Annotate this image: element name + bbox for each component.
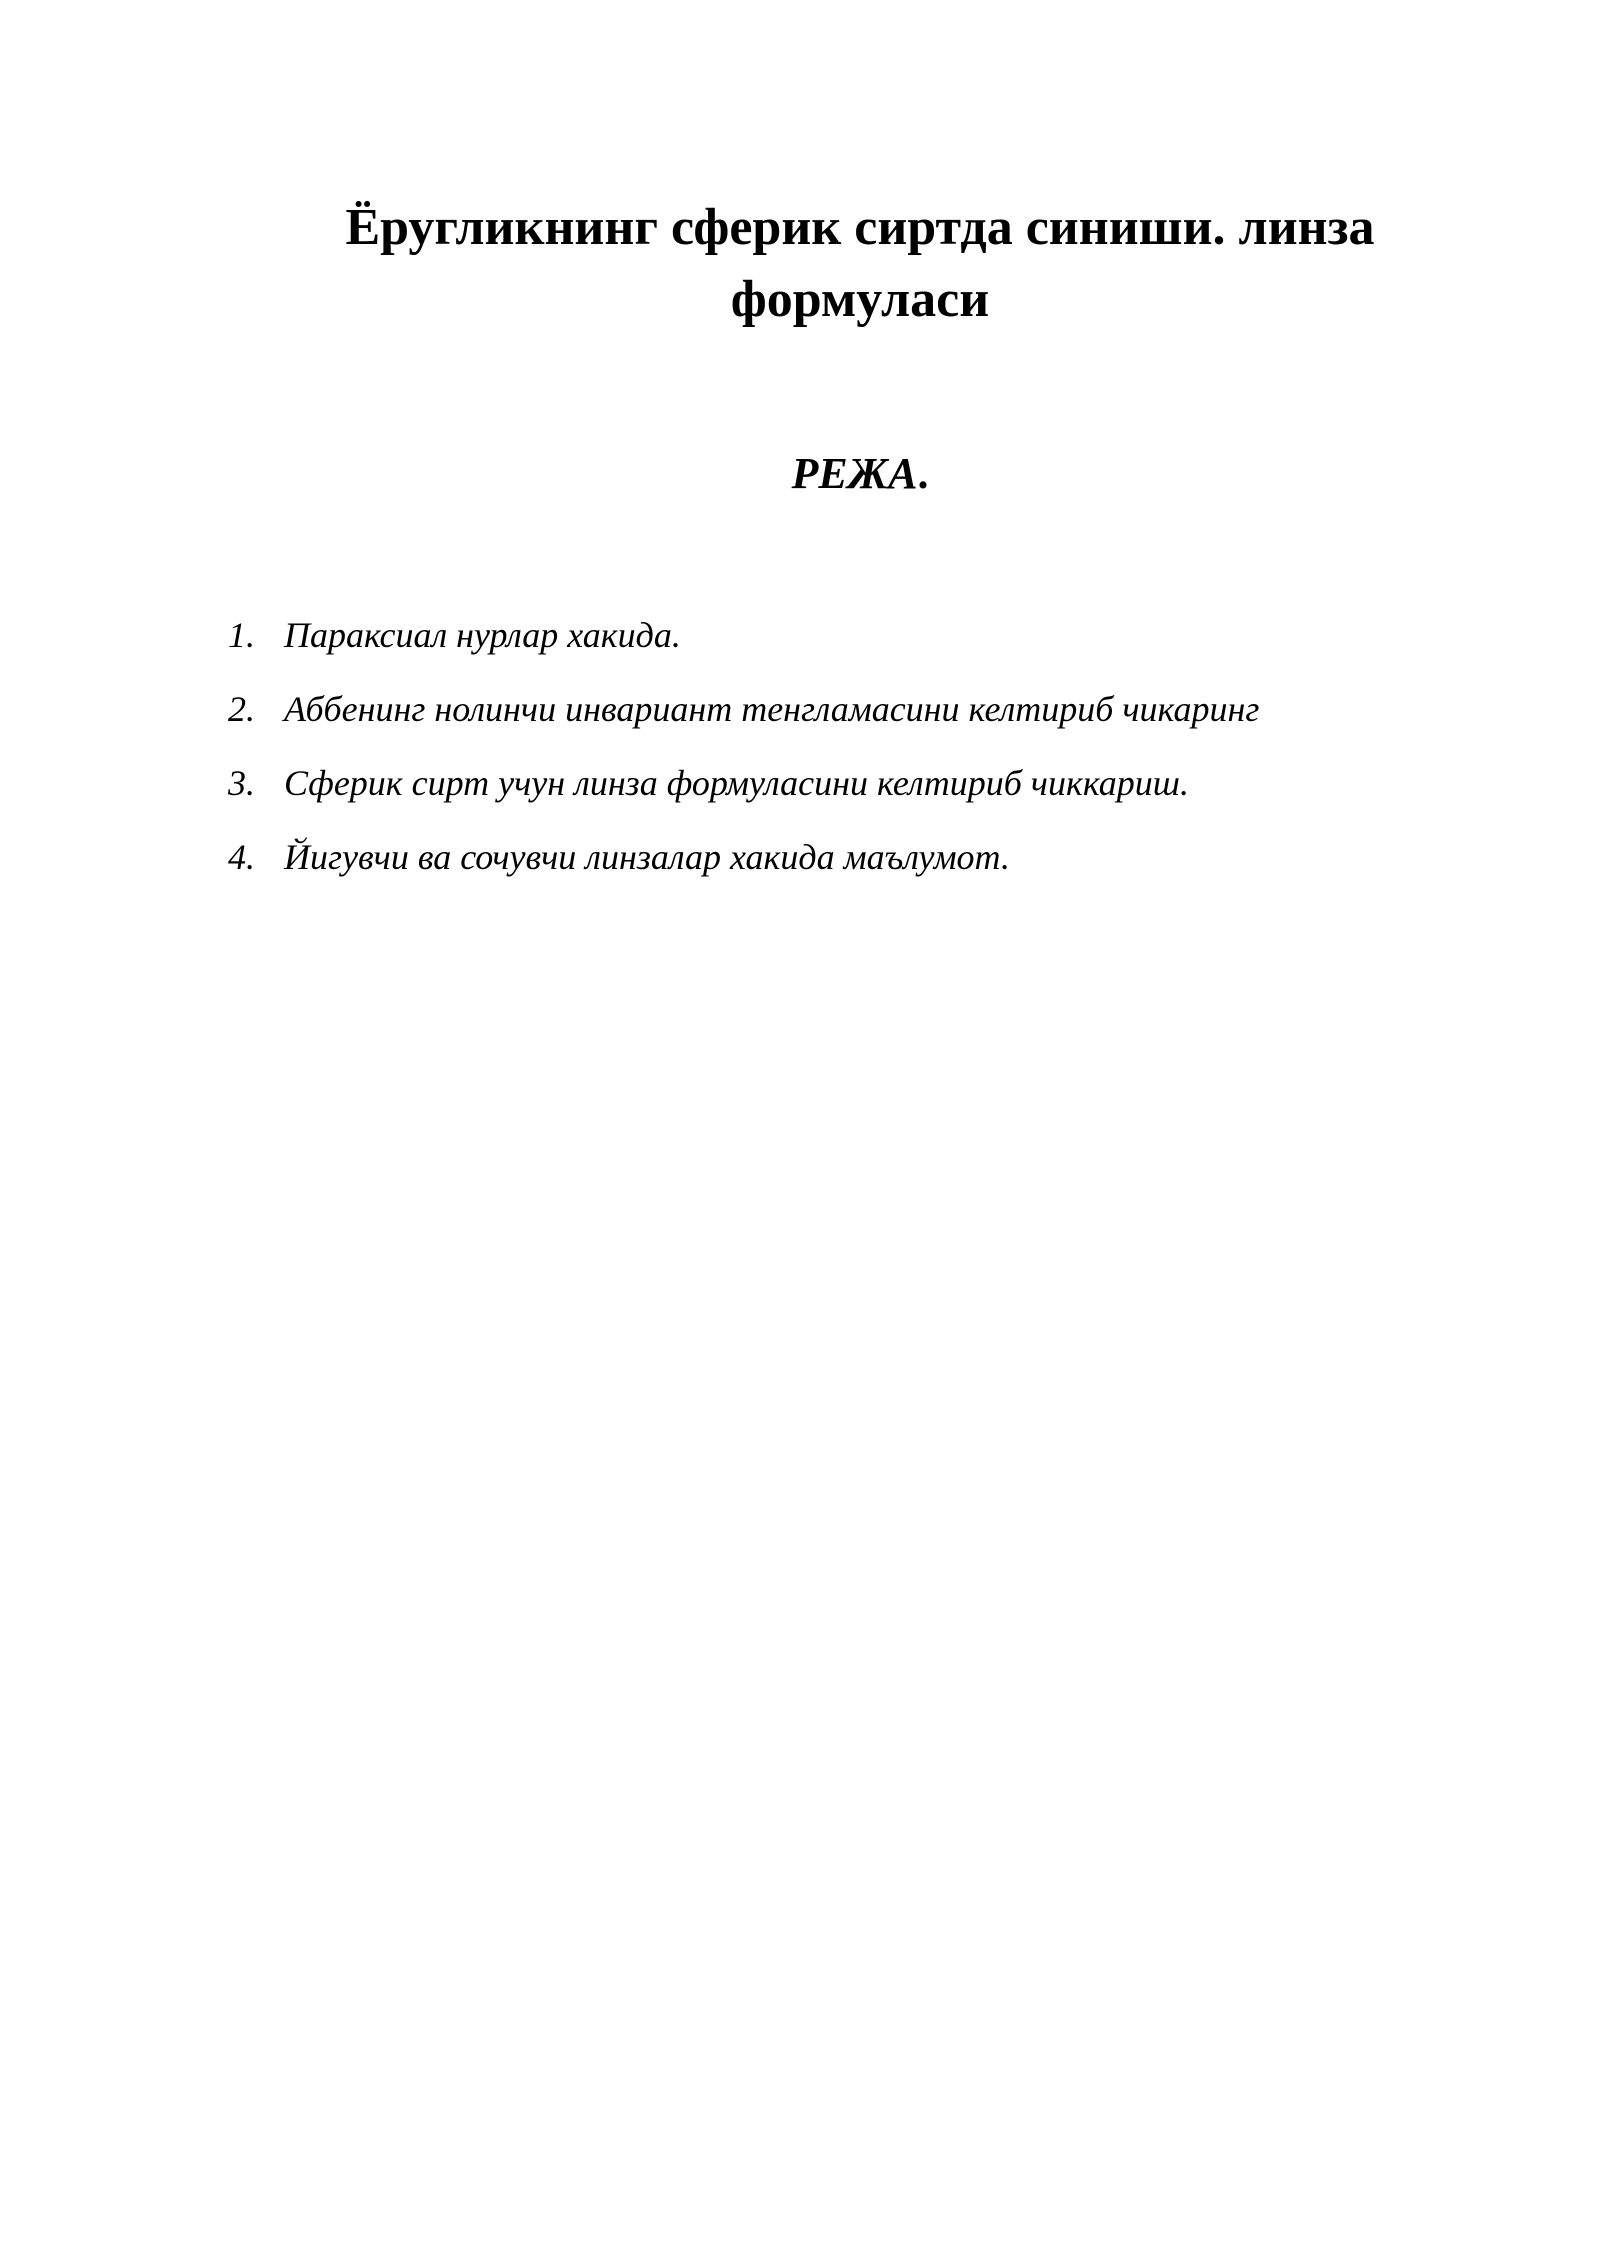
plan-item-number: 3. <box>228 763 255 803</box>
plan-item-text: Параксиал нурлар хакида. <box>284 615 681 655</box>
plan-item-number: 1. <box>228 615 255 655</box>
plan-item <box>228 682 1528 756</box>
plan-item-number: 4. <box>228 837 255 877</box>
plan-item <box>228 608 1528 682</box>
document-title <box>260 192 1460 336</box>
document-title-line-2: формуласи <box>730 271 990 328</box>
plan-heading <box>0 446 1600 502</box>
plan-item <box>228 830 1528 904</box>
plan-item-text: Йигувчи ва сочувчи линзалар хакида маълумот. <box>284 837 1010 877</box>
plan-item-text: Аббенинг нолинчи инвариант тенгламасини келтириб чикаринг <box>284 689 1260 729</box>
plan-heading-punct: . <box>917 449 929 498</box>
plan-heading-word: РЕЖА <box>791 449 918 498</box>
plan-list <box>228 608 1528 904</box>
plan-item-number: 2. <box>228 689 255 729</box>
plan-item-text: Сферик сирт учун линза формуласини келтириб чиккариш. <box>284 763 1189 803</box>
document-title-line-1: Ёругликнинг сферик сиртда синиши. линза <box>345 199 1375 256</box>
plan-item <box>228 756 1528 830</box>
